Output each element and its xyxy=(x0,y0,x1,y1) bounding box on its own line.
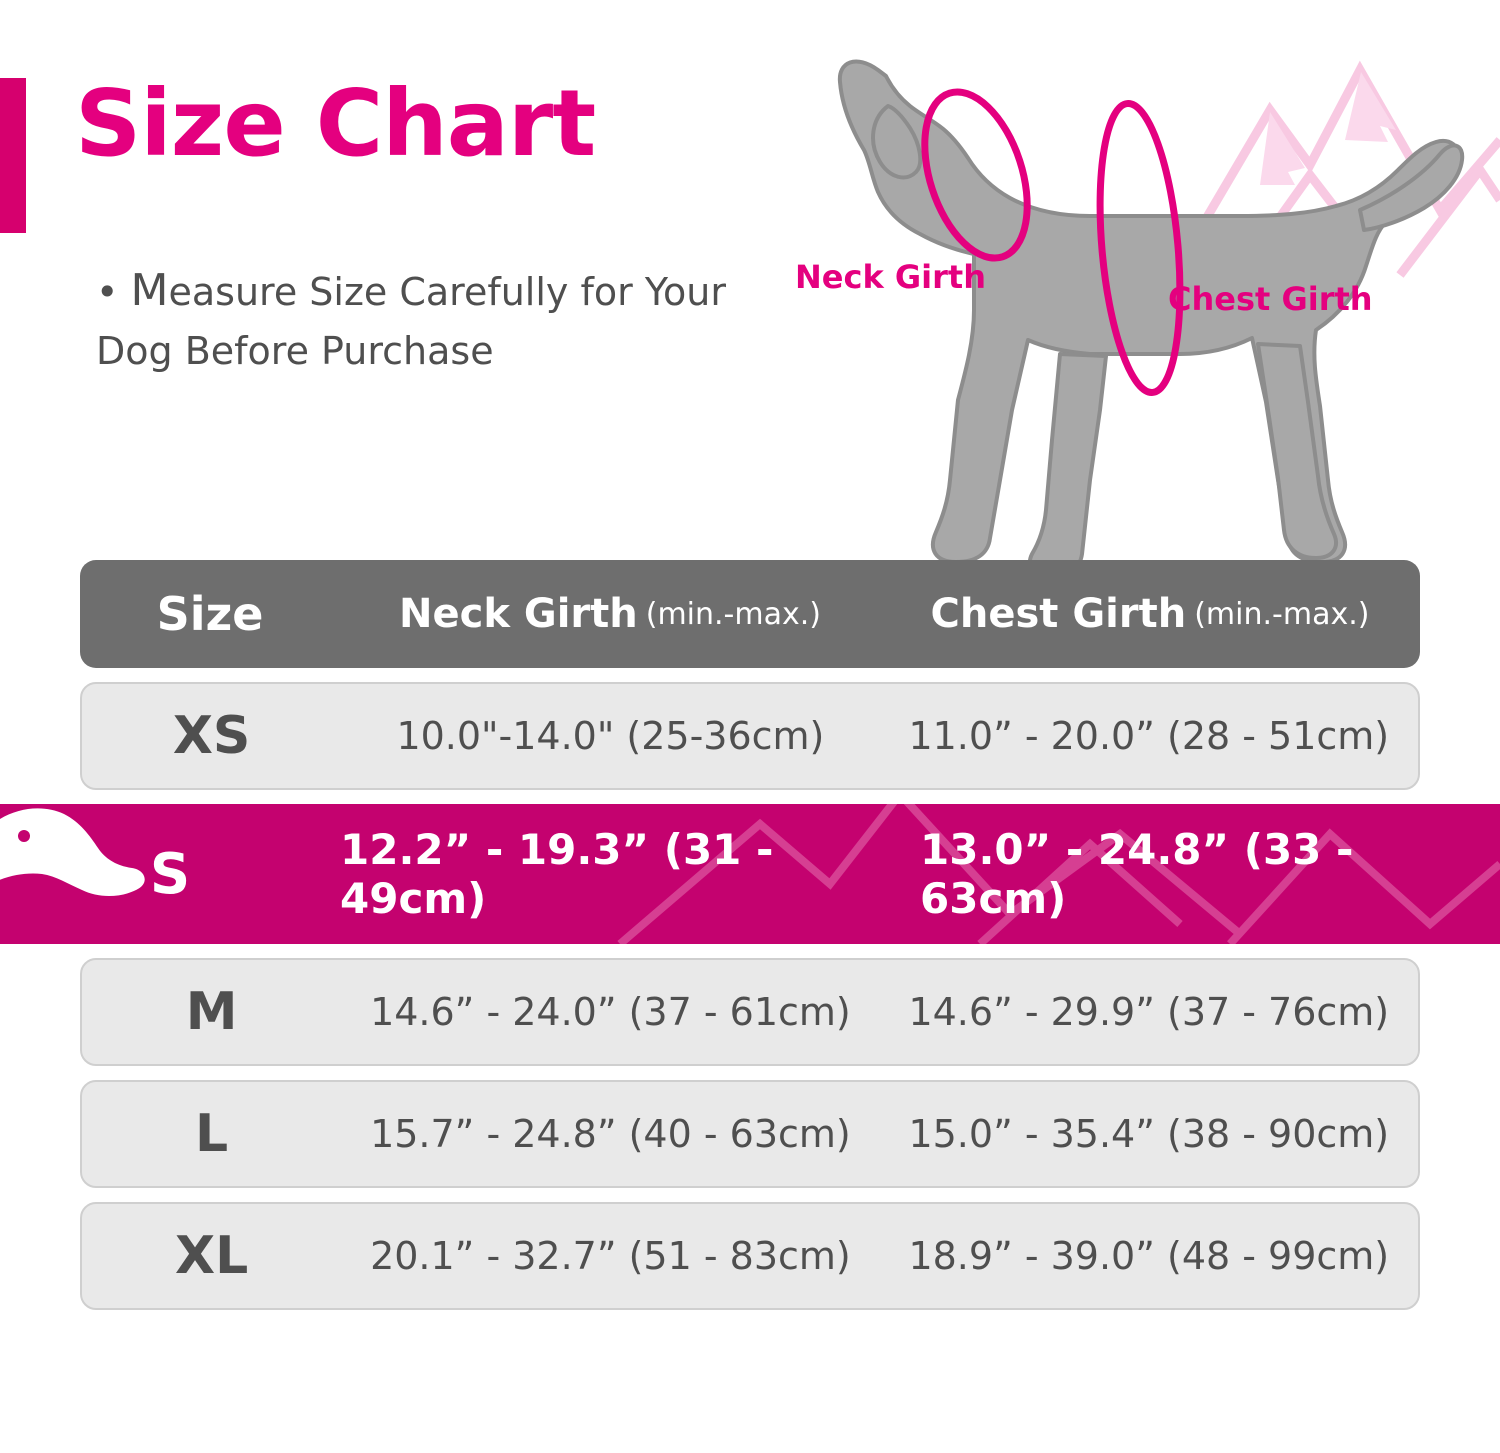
row-size-cell: XS xyxy=(172,706,251,766)
table-row[interactable] xyxy=(80,958,1420,1066)
row-neck-cell: 12.2” - 19.3” (31 - 49cm) xyxy=(340,825,774,923)
dog-silhouette-icon xyxy=(760,10,1500,600)
row-neck-cell: 15.7” - 24.8” (40 - 63cm) xyxy=(370,1112,851,1156)
row-size-cell: M xyxy=(185,982,238,1042)
measure-note-capital: M xyxy=(130,265,169,316)
title-accent-bar xyxy=(0,78,26,233)
table-header-row xyxy=(80,560,1420,668)
row-neck-cell: 14.6” - 24.0” (37 - 61cm) xyxy=(370,990,851,1034)
row-chest-cell: 13.0” - 24.8” (33 - 63cm) xyxy=(920,825,1354,923)
header-cell-neck: Neck Girth (min.-max.) xyxy=(399,591,821,637)
row-neck-cell: 10.0"-14.0" (25-36cm) xyxy=(396,714,825,758)
row-size-cell: L xyxy=(195,1104,229,1164)
table-row[interactable] xyxy=(80,1202,1420,1310)
table-row[interactable] xyxy=(80,1080,1420,1188)
neck-girth-label: Neck Girth xyxy=(795,258,986,296)
header-cell-chest: Chest Girth (min.-max.) xyxy=(930,591,1370,637)
row-size-cell: S xyxy=(149,841,191,907)
row-chest-cell: 14.6” - 29.9” (37 - 76cm) xyxy=(908,990,1390,1034)
row-chest-cell: 11.0” - 20.0” (28 - 51cm) xyxy=(908,714,1390,758)
table-row[interactable] xyxy=(80,682,1420,790)
measure-note-text: easure Size Carefully for Your Dog Before Purchase xyxy=(96,270,726,374)
header-cell-size: Size xyxy=(156,587,264,641)
size-chart-table xyxy=(0,560,1500,1310)
bullet-icon: • xyxy=(96,270,119,314)
table-row-highlighted[interactable] xyxy=(0,804,1500,944)
row-chest-cell: 18.9” - 39.0” (48 - 99cm) xyxy=(908,1234,1390,1278)
dog-diagram xyxy=(760,10,1500,600)
chest-girth-label: Chest Girth xyxy=(1168,280,1373,318)
measure-note xyxy=(96,258,736,379)
page-title: Size Chart xyxy=(75,70,596,177)
row-neck-cell: 20.1” - 32.7” (51 - 83cm) xyxy=(370,1234,851,1278)
row-chest-cell: 15.0” - 35.4” (38 - 90cm) xyxy=(908,1112,1390,1156)
row-size-cell: XL xyxy=(174,1226,249,1286)
